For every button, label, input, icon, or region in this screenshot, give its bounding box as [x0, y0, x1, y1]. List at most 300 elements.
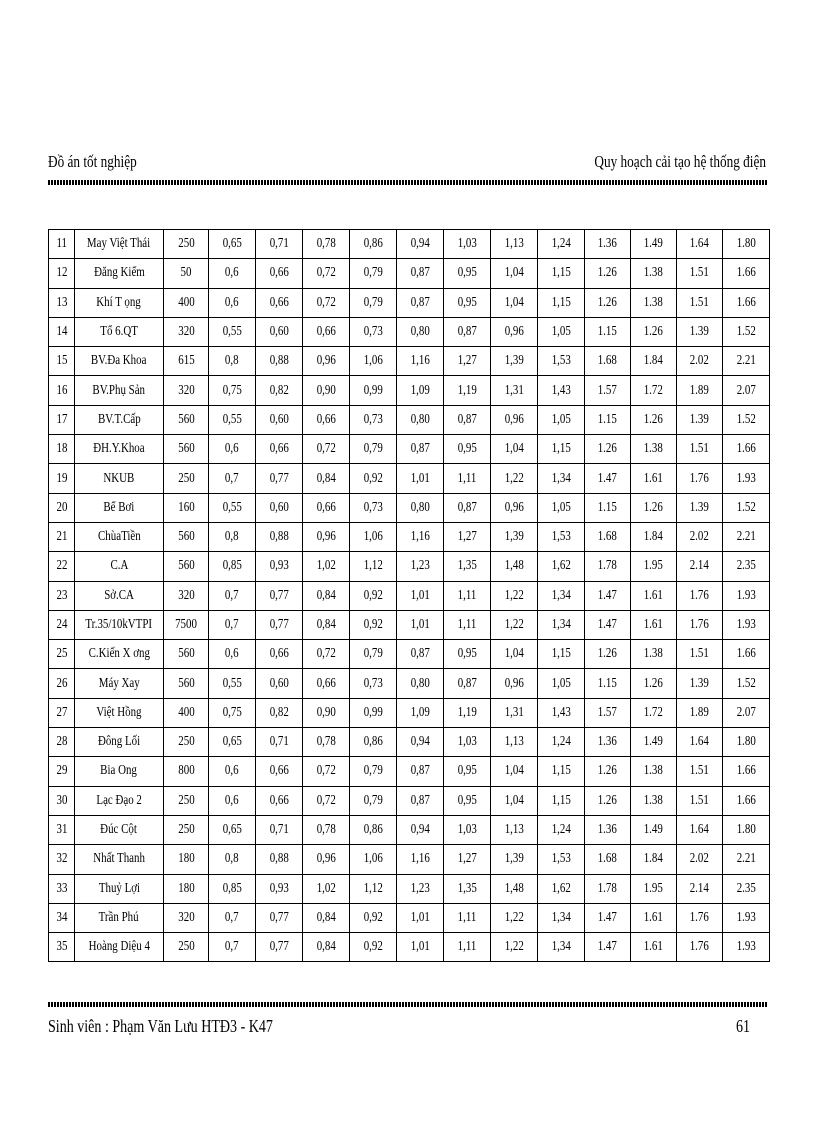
cell-text: 1.61 [643, 939, 664, 955]
cell-text: 0,79 [363, 441, 383, 457]
cell-text: 2.21 [736, 529, 756, 545]
cell-text: 0,55 [222, 499, 242, 515]
cell-text: 560 [177, 646, 195, 662]
cell-text: 1,01 [410, 909, 430, 925]
cell-text: 1.26 [597, 763, 618, 779]
cell-text: 1,53 [551, 851, 571, 867]
cell-text: 1,22 [504, 909, 524, 925]
cell-text: 1.47 [597, 617, 618, 632]
cell-text: 0,77 [269, 909, 289, 925]
table-cell [164, 845, 209, 874]
table-cell [303, 698, 350, 727]
table-cell [75, 640, 164, 669]
cell-text: 0,95 [457, 763, 477, 779]
cell-text: 25 [56, 646, 67, 662]
table-row [49, 317, 770, 346]
cell-text: 1,05 [551, 411, 571, 427]
cell-text: 50 [180, 265, 192, 281]
cell-text: 1,16 [410, 353, 430, 369]
cell-text: 1,27 [457, 851, 477, 867]
cell-text: 0,93 [269, 558, 289, 574]
cell-text: 1.38 [643, 763, 664, 779]
table-row [49, 347, 770, 376]
cell-text: 1,48 [504, 880, 524, 896]
table-cell [444, 933, 491, 962]
cell-text: 0,71 [269, 236, 289, 252]
table-cell [209, 347, 256, 376]
cell-text: 0,65 [222, 734, 242, 750]
cell-text: 0,87 [410, 294, 430, 310]
table-cell [677, 581, 723, 610]
table-cell [350, 610, 397, 639]
cell-text: 1.51 [689, 792, 710, 808]
table-row [49, 405, 770, 434]
cell-text: 800 [177, 763, 195, 779]
table-cell [164, 522, 209, 551]
table-cell [631, 698, 677, 727]
table-cell [538, 493, 585, 522]
cell-text: 250 [177, 236, 195, 252]
table-cell [75, 552, 164, 581]
cell-text: 0,87 [410, 441, 430, 457]
cell-text: 0,65 [222, 236, 242, 252]
cell-text: 34 [56, 909, 67, 925]
table-cell [49, 815, 75, 844]
cell-text: 2.14 [689, 880, 710, 896]
table-row [49, 464, 770, 493]
table-cell [397, 933, 444, 962]
table-cell [491, 376, 538, 405]
cell-text: 1,03 [457, 822, 477, 838]
header-chapter-title: Quy hoạch cải tạo hệ thống điện [594, 152, 766, 171]
table-cell [677, 259, 723, 288]
table-cell [677, 757, 723, 786]
cell-text: 1,15 [551, 265, 571, 281]
cell-text: 1,01 [410, 939, 430, 955]
table-cell [677, 347, 723, 376]
cell-text: 0,55 [222, 324, 242, 340]
cell-text: Nhất Thanh [93, 851, 145, 867]
cell-text: 0,99 [363, 704, 383, 720]
cell-text: 560 [177, 411, 195, 427]
table-cell [164, 581, 209, 610]
table-cell [303, 288, 350, 317]
table-cell [585, 903, 631, 932]
table-cell [303, 610, 350, 639]
cell-text: 0,66 [269, 441, 289, 457]
table-cell [723, 728, 770, 757]
table-cell [723, 435, 770, 464]
table-cell [538, 522, 585, 551]
cell-text: 0,96 [504, 324, 524, 340]
table-cell [631, 845, 677, 874]
table-cell [164, 259, 209, 288]
cell-text: 1.39 [689, 411, 710, 427]
cell-text: 0,92 [363, 617, 383, 632]
cell-text: 1.39 [689, 499, 710, 515]
cell-text: 1,04 [504, 294, 524, 310]
table-cell [303, 464, 350, 493]
cell-text: 1.51 [689, 441, 710, 457]
table-cell [585, 757, 631, 786]
cell-text: 320 [177, 382, 195, 398]
table-cell [397, 728, 444, 757]
table-cell [723, 288, 770, 317]
cell-text: 615 [177, 353, 195, 369]
table-cell [397, 610, 444, 639]
cell-text: 0,75 [222, 382, 242, 398]
cell-text: 1.76 [689, 470, 710, 486]
table-cell [164, 698, 209, 727]
cell-text: 1,53 [551, 353, 571, 369]
table-cell [723, 317, 770, 346]
cell-text: 1.93 [736, 617, 756, 632]
cell-text: 180 [177, 851, 195, 867]
table-cell [397, 230, 444, 259]
cell-text: 1.64 [689, 822, 710, 838]
table-row [49, 757, 770, 786]
table-row [49, 522, 770, 551]
table-row [49, 493, 770, 522]
cell-text: 1,27 [457, 529, 477, 545]
table-cell [164, 230, 209, 259]
cell-text: 1,02 [316, 880, 336, 896]
table-cell [397, 464, 444, 493]
cell-text: 0,82 [269, 382, 289, 398]
table-cell [585, 464, 631, 493]
table-cell [75, 347, 164, 376]
table-cell [538, 845, 585, 874]
cell-text: 0,7 [225, 587, 239, 603]
table-cell [677, 435, 723, 464]
cell-text: 1,19 [457, 382, 477, 398]
cell-text: 1,53 [551, 529, 571, 545]
table-cell [350, 581, 397, 610]
cell-text: 11 [56, 236, 67, 252]
cell-text: Đông Lối [97, 734, 141, 750]
table-cell [256, 230, 303, 259]
cell-text: 0,72 [316, 792, 336, 808]
cell-text: 1.84 [643, 851, 664, 867]
table-cell [209, 435, 256, 464]
table-cell [677, 669, 723, 698]
table-cell [444, 288, 491, 317]
table-cell [350, 464, 397, 493]
table-cell [538, 815, 585, 844]
table-cell [444, 845, 491, 874]
cell-text: 1,16 [410, 529, 430, 545]
cell-text: 1.26 [643, 324, 664, 340]
cell-text: 0,87 [410, 646, 430, 662]
cell-text: 1,05 [551, 499, 571, 515]
cell-text: 1,05 [551, 675, 571, 691]
table-cell [303, 903, 350, 932]
table-cell [491, 669, 538, 698]
cell-text: 1,31 [504, 382, 524, 398]
cell-text: 21 [56, 529, 67, 545]
cell-text: Bể Bơi [103, 499, 135, 515]
table-cell [350, 288, 397, 317]
table-cell [491, 230, 538, 259]
cell-text: 35 [56, 939, 67, 955]
cell-text: 1.51 [689, 294, 710, 310]
cell-text: 1,09 [410, 704, 430, 720]
cell-text: C.A [110, 558, 128, 574]
table-cell [491, 610, 538, 639]
table-cell [256, 552, 303, 581]
cell-text: 1,06 [363, 529, 383, 545]
table-row [49, 259, 770, 288]
cell-text: 1.52 [736, 499, 756, 515]
table-cell [256, 845, 303, 874]
table-cell [585, 347, 631, 376]
table-cell [723, 552, 770, 581]
cell-text: 1.36 [597, 822, 618, 838]
cell-text: 1,04 [504, 441, 524, 457]
table-cell [75, 288, 164, 317]
cell-text: 1.52 [736, 324, 756, 340]
cell-text: 560 [177, 675, 195, 691]
table-cell [491, 464, 538, 493]
cell-text: 1.38 [643, 265, 664, 281]
footer-divider [48, 1002, 768, 1007]
cell-text: 1.76 [689, 587, 710, 603]
cell-text: 0,8 [225, 851, 239, 867]
cell-text: 1,06 [363, 851, 383, 867]
cell-text: 33 [56, 880, 67, 896]
table-cell [585, 288, 631, 317]
cell-text: 0,73 [363, 324, 383, 340]
table-cell [303, 376, 350, 405]
table-cell [303, 874, 350, 903]
table-cell [49, 259, 75, 288]
table-cell [677, 288, 723, 317]
table-cell [49, 522, 75, 551]
cell-text: 2.02 [689, 529, 710, 545]
cell-text: 16 [56, 382, 67, 398]
cell-text: 400 [177, 704, 195, 720]
cell-text: 0,66 [269, 792, 289, 808]
cell-text: 1.26 [597, 646, 618, 662]
cell-text: 26 [56, 675, 67, 691]
cell-text: 0,6 [225, 265, 239, 281]
cell-text: 1,04 [504, 792, 524, 808]
cell-text: 2.02 [689, 851, 710, 867]
table-cell [75, 405, 164, 434]
cell-text: 2.02 [689, 353, 710, 369]
cell-text: 1.47 [597, 470, 618, 486]
table-cell [164, 757, 209, 786]
cell-text: 560 [177, 558, 195, 574]
cell-text: 0,87 [457, 675, 477, 691]
cell-text: 1,62 [551, 558, 571, 574]
cell-text: 0,85 [222, 558, 242, 574]
cell-text: 1,27 [457, 353, 477, 369]
table-cell [585, 435, 631, 464]
table-cell [491, 815, 538, 844]
cell-text: 13 [56, 294, 67, 310]
table-cell [256, 288, 303, 317]
table-cell [256, 698, 303, 727]
table-cell [49, 552, 75, 581]
table-cell [397, 757, 444, 786]
cell-text: 1.26 [597, 792, 618, 808]
cell-text: 29 [56, 763, 67, 779]
table-cell [75, 669, 164, 698]
table-cell [350, 786, 397, 815]
table-cell [677, 698, 723, 727]
cell-text: 250 [177, 822, 195, 838]
table-cell [491, 552, 538, 581]
table-cell [723, 933, 770, 962]
table-cell [164, 669, 209, 698]
cell-text: 0,84 [316, 470, 336, 486]
table-row [49, 230, 770, 259]
cell-text: 1.61 [643, 617, 664, 632]
table-cell [350, 903, 397, 932]
cell-text: 180 [177, 880, 195, 896]
cell-text: 0,84 [316, 909, 336, 925]
table-cell [164, 815, 209, 844]
cell-text: 1,34 [551, 617, 571, 632]
cell-text: 0,66 [269, 265, 289, 281]
header-document-title: Đồ án tốt nghiệp [48, 152, 137, 171]
table-cell [538, 669, 585, 698]
cell-text: 14 [56, 324, 67, 340]
cell-text: 1,34 [551, 909, 571, 925]
table-cell [209, 933, 256, 962]
table-cell [209, 728, 256, 757]
table-cell [631, 552, 677, 581]
cell-text: 1.80 [736, 822, 756, 838]
cell-text: 1.36 [597, 236, 618, 252]
cell-text: 1,15 [551, 441, 571, 457]
footer-student-name: Sinh viên : Phạm Văn Lưu HTĐ3 - K47 [48, 1016, 273, 1036]
cell-text: 1.47 [597, 587, 618, 603]
cell-text: 0,6 [225, 646, 239, 662]
table-cell [75, 435, 164, 464]
table-cell [631, 640, 677, 669]
table-cell [256, 522, 303, 551]
table-cell [723, 464, 770, 493]
cell-text: 2.35 [736, 558, 756, 574]
cell-text: 1,39 [504, 529, 524, 545]
cell-text: 1,22 [504, 939, 524, 955]
table-cell [75, 845, 164, 874]
table-cell [538, 317, 585, 346]
cell-text: 19 [56, 470, 67, 486]
cell-text: 0,88 [269, 353, 289, 369]
table-cell [585, 933, 631, 962]
cell-text: 0,79 [363, 646, 383, 662]
table-cell [723, 610, 770, 639]
cell-text: 0,90 [316, 382, 336, 398]
cell-text: 0,7 [225, 617, 239, 632]
table-cell [75, 493, 164, 522]
table-cell [256, 903, 303, 932]
table-cell [397, 640, 444, 669]
table-cell [444, 640, 491, 669]
cell-text: 0,72 [316, 646, 336, 662]
cell-text: 1.64 [689, 236, 710, 252]
table-cell [444, 903, 491, 932]
cell-text: 1.93 [736, 470, 756, 486]
table-cell [491, 288, 538, 317]
table-cell [397, 435, 444, 464]
cell-text: 1.64 [689, 734, 710, 750]
table-cell [209, 815, 256, 844]
cell-text: 1,24 [551, 822, 571, 838]
table-row [49, 581, 770, 610]
cell-text: 28 [56, 734, 67, 750]
cell-text: 2.14 [689, 558, 710, 574]
table-cell [75, 464, 164, 493]
cell-text: 1,03 [457, 734, 477, 750]
cell-text: 1.36 [597, 734, 618, 750]
cell-text: 1.15 [597, 675, 618, 691]
table-cell [350, 405, 397, 434]
table-cell [444, 405, 491, 434]
table-cell [491, 581, 538, 610]
cell-text: 1.38 [643, 294, 664, 310]
table-cell [677, 903, 723, 932]
table-cell [303, 522, 350, 551]
table-cell [75, 317, 164, 346]
table-cell [397, 552, 444, 581]
table-row [49, 288, 770, 317]
table-cell [49, 610, 75, 639]
table-cell [538, 435, 585, 464]
table-cell [164, 376, 209, 405]
cell-text: 0,77 [269, 587, 289, 603]
table-cell [538, 288, 585, 317]
table-cell [303, 728, 350, 757]
cell-text: 1,48 [504, 558, 524, 574]
table-cell [397, 493, 444, 522]
table-cell [303, 786, 350, 815]
table-cell [631, 317, 677, 346]
table-cell [631, 903, 677, 932]
table-cell [164, 933, 209, 962]
cell-text: 0,60 [269, 324, 289, 340]
table-cell [209, 845, 256, 874]
cell-text: 0,95 [457, 441, 477, 457]
cell-text: 0,55 [222, 411, 242, 427]
cell-text: 1,01 [410, 617, 430, 632]
table-cell [164, 874, 209, 903]
table-cell [209, 376, 256, 405]
table-cell [303, 552, 350, 581]
table-cell [538, 610, 585, 639]
cell-text: 1,24 [551, 236, 571, 252]
table-cell [723, 669, 770, 698]
table-cell [164, 288, 209, 317]
cell-text: 0,79 [363, 763, 383, 779]
table-cell [350, 845, 397, 874]
table-cell [256, 464, 303, 493]
table-cell [209, 552, 256, 581]
table-cell [491, 493, 538, 522]
table-cell [444, 522, 491, 551]
table-cell [538, 552, 585, 581]
table-cell [723, 698, 770, 727]
cell-text: 1.52 [736, 411, 756, 427]
table-cell [256, 435, 303, 464]
cell-text: 1.38 [643, 646, 664, 662]
cell-text: 1,13 [504, 822, 524, 838]
table-cell [538, 874, 585, 903]
table-cell [723, 845, 770, 874]
